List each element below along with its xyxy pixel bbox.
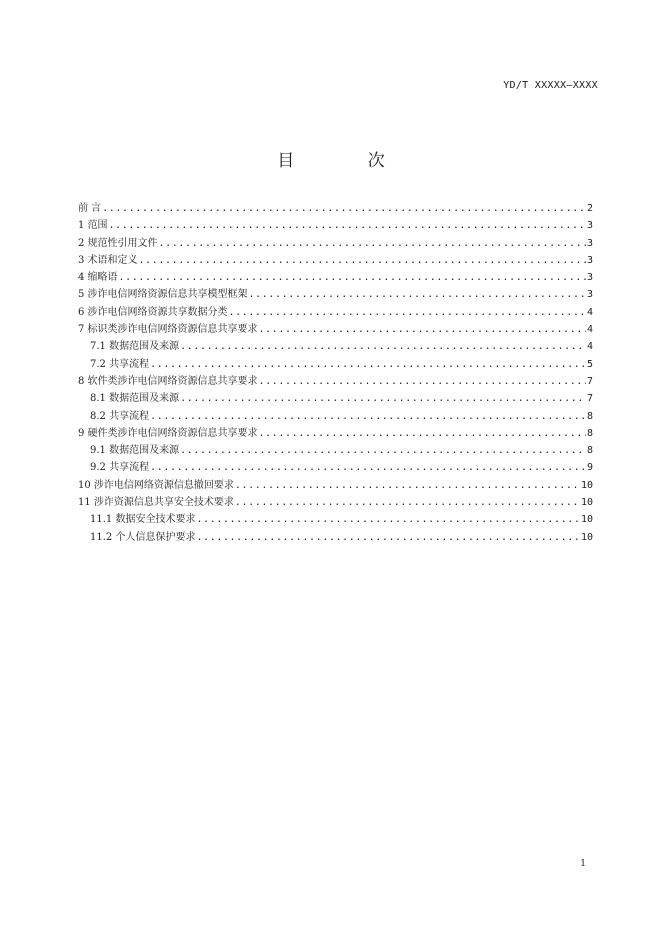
toc-entry[interactable] xyxy=(78,373,593,390)
toc-entry[interactable] xyxy=(78,442,593,459)
toc-dot-leader xyxy=(229,304,586,321)
toc-entry-label: 4 缩略语 xyxy=(78,272,118,284)
toc-entry-page: 2 xyxy=(586,203,593,214)
toc-entry-page: 10 xyxy=(580,479,593,491)
document-code: YD/T XXXXX—XXXX xyxy=(503,80,598,91)
toc-entry-label: 2 规范性引用文件 xyxy=(78,237,158,249)
toc-entry-label: 9 硬件类涉诈电信网络资源信息共享要求 xyxy=(78,427,258,439)
toc-dot-leader xyxy=(259,373,586,390)
toc-entry[interactable] xyxy=(78,408,593,425)
toc-dot-leader xyxy=(102,200,586,217)
table-of-contents xyxy=(78,200,593,546)
toc-entry-page: 10 xyxy=(580,531,593,543)
toc-entry-page: 5 xyxy=(586,358,593,370)
toc-dot-leader xyxy=(196,511,580,528)
toc-dot-leader xyxy=(139,252,586,269)
toc-entry-label: 11.1 数据安全技术要求 xyxy=(90,514,196,526)
toc-entry-label: 1 范围 xyxy=(78,220,108,232)
toc-entry[interactable] xyxy=(78,356,593,373)
toc-dot-leader xyxy=(150,356,586,373)
toc-entry-label: 8.1 数据范围及来源 xyxy=(90,393,180,405)
toc-dot-leader xyxy=(235,494,580,511)
toc-entry[interactable] xyxy=(78,235,593,252)
toc-entry-page: 4 xyxy=(586,341,593,353)
toc-entry-label: 9.1 数据范围及来源 xyxy=(90,445,180,457)
toc-dot-leader xyxy=(259,425,586,442)
toc-entry-page: 8 xyxy=(586,427,593,439)
toc-entry-page: 3 xyxy=(586,237,593,249)
toc-entry-page: 3 xyxy=(586,254,593,266)
toc-dot-leader xyxy=(196,529,580,546)
toc-entry-page: 7 xyxy=(586,393,593,405)
toc-entry-label: 5 涉诈电信网络资源信息共享模型框架 xyxy=(78,289,248,301)
toc-entry[interactable] xyxy=(78,217,593,234)
toc-entry[interactable] xyxy=(78,200,593,217)
toc-entry-label: 11.2 个人信息保护要求 xyxy=(90,531,196,543)
toc-dot-leader xyxy=(180,390,586,407)
toc-entry[interactable] xyxy=(78,477,593,494)
toc-entry-page: 10 xyxy=(580,497,593,509)
toc-entry[interactable] xyxy=(78,459,593,476)
toc-entry-page: 3 xyxy=(586,272,593,284)
toc-dot-leader xyxy=(249,286,586,303)
toc-entry[interactable] xyxy=(78,338,593,355)
toc-entry-label: 3 术语和定义 xyxy=(78,254,138,266)
toc-entry[interactable] xyxy=(78,269,593,286)
toc-entry-label: 7.1 数据范围及来源 xyxy=(90,341,180,353)
toc-entry-label: 7.2 共享流程 xyxy=(90,358,150,370)
toc-dot-leader xyxy=(150,459,586,476)
toc-entry[interactable] xyxy=(78,425,593,442)
toc-entry[interactable] xyxy=(78,529,593,546)
toc-entry[interactable] xyxy=(78,321,593,338)
toc-entry-page: 7 xyxy=(586,375,593,387)
toc-entry-page: 4 xyxy=(586,306,593,318)
toc-entry-page: 10 xyxy=(580,514,593,526)
toc-entry-label: 10 涉诈电信网络资源信息撤回要求 xyxy=(78,479,234,491)
toc-dot-leader xyxy=(159,235,586,252)
toc-entry[interactable] xyxy=(78,286,593,303)
toc-dot-leader xyxy=(150,408,586,425)
toc-entry[interactable] xyxy=(78,511,593,528)
toc-entry-page: 3 xyxy=(586,289,593,301)
toc-entry-label: 8.2 共享流程 xyxy=(90,410,150,422)
toc-entry[interactable] xyxy=(78,390,593,407)
toc-entry-page: 8 xyxy=(586,445,593,457)
toc-entry-label: 8 软件类涉诈电信网络资源信息共享要求 xyxy=(78,375,258,387)
toc-dot-leader xyxy=(119,269,586,286)
toc-entry[interactable] xyxy=(78,304,593,321)
toc-entry-label: 前 言 xyxy=(78,203,102,214)
toc-entry-label: 11 涉诈资源信息共享安全技术要求 xyxy=(78,497,234,509)
toc-entry-page: 4 xyxy=(586,324,593,336)
toc-entry-label: 9.2 共享流程 xyxy=(90,462,150,474)
toc-entry[interactable] xyxy=(78,252,593,269)
toc-dot-leader xyxy=(180,442,586,459)
toc-dot-leader xyxy=(180,338,586,355)
toc-entry-page: 3 xyxy=(586,220,593,232)
toc-dot-leader xyxy=(109,217,586,234)
page-number: 1 xyxy=(580,859,586,869)
toc-entry-label: 6 涉诈电信网络资源共享数据分类 xyxy=(78,306,228,318)
toc-entry-label: 7 标识类涉诈电信网络资源信息共享要求 xyxy=(78,324,258,336)
toc-dot-leader xyxy=(235,477,580,494)
toc-dot-leader xyxy=(259,321,586,338)
toc-title: 目 次 xyxy=(277,151,419,171)
toc-entry-page: 9 xyxy=(586,462,593,474)
toc-entry[interactable] xyxy=(78,494,593,511)
toc-entry-page: 8 xyxy=(586,410,593,422)
